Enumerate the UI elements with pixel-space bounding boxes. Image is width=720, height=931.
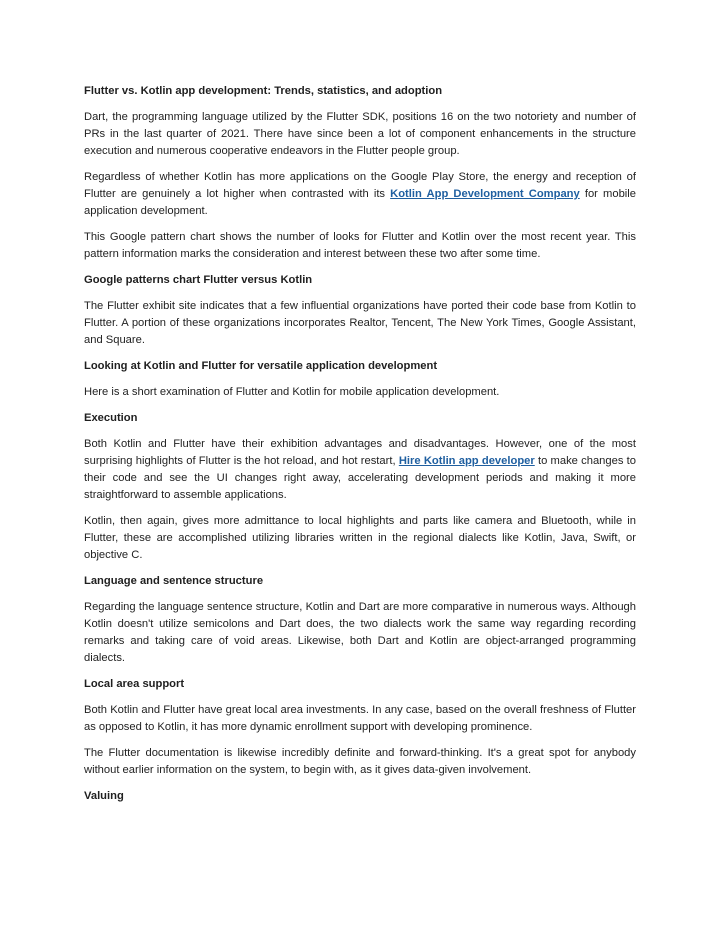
paragraph-native-features: Kotlin, then again, gives more admittance to local highlights and parts like camera and Bluetooth, while in Flutter, these are accomplished utilizing libraries written in the regional dialects like Kotlin, Java, Swift, or objective C.: [84, 515, 636, 561]
paragraph-community: Both Kotlin and Flutter have great local area investments. In any case, based on the overall freshness of Flutter as opposed to Kotlin, it has more dynamic enrollment support with developing prominence.: [84, 704, 636, 733]
section-heading-community: Local area support: [84, 678, 185, 690]
kotlin-app-development-company-link[interactable]: Kotlin App Development Company: [390, 188, 580, 200]
paragraph-text: Both Kotlin and Flutter have their exhibition advantages and disadvantages. However, one of the most surprising highlights of Flutter is the hot reload, and hot restart,: [84, 438, 636, 467]
paragraph-documentation: The Flutter documentation is likewise incredibly definite and forward-thinking. It's a great spot for anybody without earlier information on the system, to begin with, as it gives data-given involvement.: [84, 747, 636, 776]
paragraph-text: to make changes to their code and see the UI changes right away, accelerating development periods and making it more straightforward to assemble applications.: [84, 455, 636, 501]
hire-kotlin-app-developer-link[interactable]: Hire Kotlin app developer: [398, 455, 535, 467]
section-heading-language: Language and sentence structure: [84, 575, 264, 587]
section-heading-valuing: Valuing: [84, 790, 124, 802]
paragraph-execution: [84, 436, 636, 504]
section-heading-comparison: Looking at Kotlin and Flutter for versatile application development: [84, 360, 438, 372]
paragraph-google-trends: This Google pattern chart shows the number of looks for Flutter and Kotlin over the most recent year. This pattern information marks the consideration and interest between these two after some time.: [84, 231, 636, 260]
section-heading-execution: Execution: [84, 412, 138, 424]
document-title: Flutter vs. Kotlin app development: Trends, statistics, and adoption: [84, 85, 443, 97]
paragraph-dart-ranking: Dart, the programming language utilized by the Flutter SDK, positions 16 on the two notoriety and number of PRs in the last quarter of 2021. There have since been a lot of component enhancements in the structure execution and numerous cooperative endeavors in the Flutter people group.: [84, 111, 636, 157]
paragraph-comparison-intro: Here is a short examination of Flutter and Kotlin for mobile application development.: [84, 386, 500, 398]
paragraph-text: for mobile application development.: [84, 188, 636, 217]
paragraph-language: Regarding the language sentence structure, Kotlin and Dart are more comparative in numerous ways. Although Kotlin doesn't utilize semicolons and Dart does, the two dialects work the same way regarding recording remarks and taking care of void areas. Likewise, both Dart and Kotlin are object-arranged programming dialects.: [84, 601, 636, 664]
paragraph-kotlin-apps: [84, 169, 636, 220]
document-page: [84, 83, 636, 814]
section-heading-trends-chart: Google patterns chart Flutter versus Kotlin: [84, 274, 313, 286]
paragraph-text: Regardless of whether Kotlin has more applications on the Google Play Store, the energy and reception of Flutter are genuinely a lot higher when contrasted with its: [84, 171, 636, 200]
paragraph-showcase: The Flutter exhibit site indicates that a few influential organizations have ported their code base from Kotlin to Flutter. A portion of these organizations incorporates Realtor, Tencent, The New York Times, Google Assistant, and Square.: [84, 300, 636, 346]
